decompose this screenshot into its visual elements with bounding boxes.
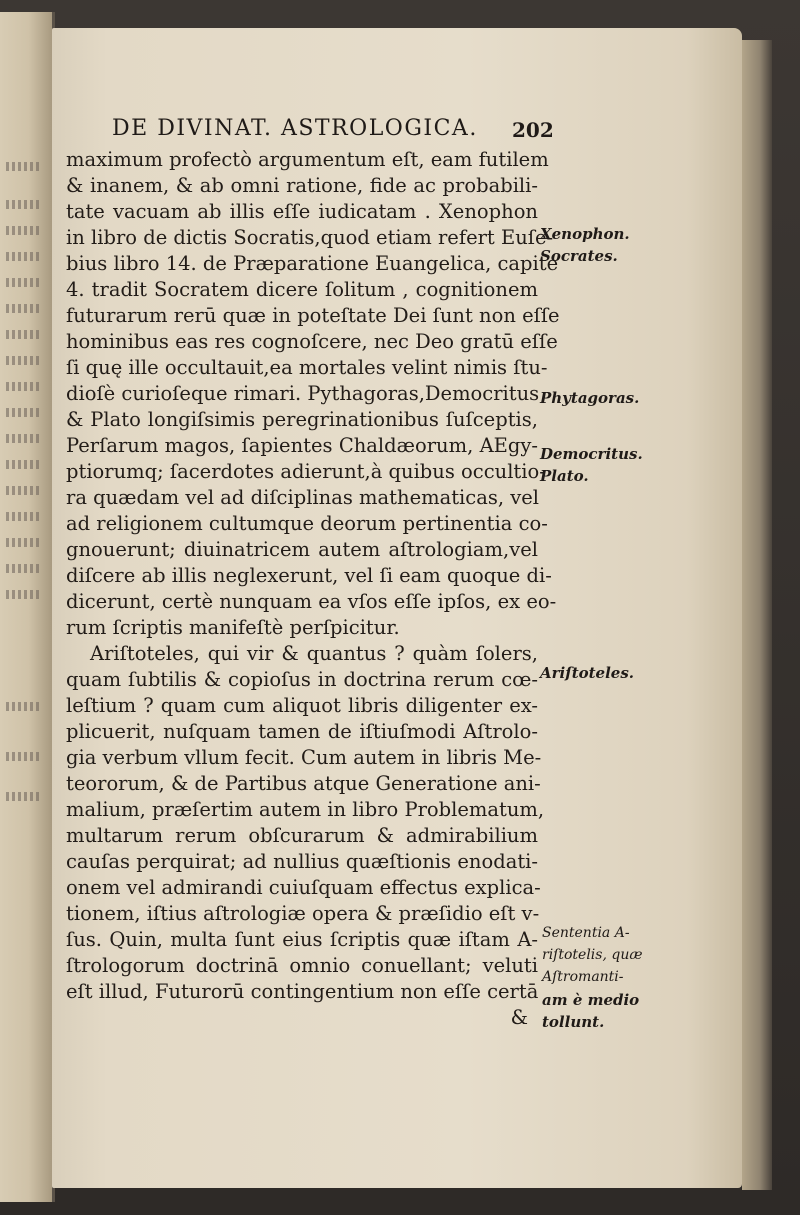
text-line: quam ſubtilis & copioſus in doctrina rerum cœ- [66,668,538,691]
text-line: ſi quę ille occultauit,ea mortales velint nimis ſtu- [66,356,548,379]
text-line: ptiorumq; ſacerdotes adierunt,à quibus occultio- [66,460,546,483]
text-line: gnouerunt; diuinatricem autem aſtrologiam,vel [66,538,538,561]
marginal-note: tollunt. [542,1013,605,1031]
marginal-note: Xenophon. [540,225,630,243]
marginal-note: Sententia A- [542,925,630,941]
marginal-note: Plato. [540,467,589,485]
text-line: multarum rerum obſcurarum & admirabilium [66,824,538,847]
marginal-note: Socrates. [540,247,618,265]
text-line: dioſè curioſeque rimari. Pythagoras,Democritus [66,382,540,405]
text-line: tionem, iſtius aſtrologiæ opera & præſidio eſt v- [66,902,540,925]
text-line: ſus. Quin, multa ſunt eius ſcriptis quæ iſtam A- [66,928,538,951]
text-line: gia verbum vllum fecit. Cum autem in libris Me- [66,746,542,769]
marginal-note: riſtotelis, quæ [542,947,643,963]
text-line: rum ſcriptis manifeſtè perſpicitur. [66,616,400,639]
text-line: Perſarum magos, ſapientes Chaldæorum, AEgy- [66,434,538,457]
text-line: dicerunt, certè nunquam ea vſos eſſe ipſos, ex eo- [66,590,557,613]
text-line: futurarum rerū quæ in poteſtate Dei ſunt non eſſe [66,304,560,327]
text-line: ſtrologorum doctrinā omnio conuellant; veluti [66,954,538,977]
text-line: in libro de dictis Socratis,quod etiam refert Euſe- [66,226,554,249]
previous-page-edge [0,12,55,1202]
text-line: maximum profectò argumentum eſt, eam futilem [66,148,549,171]
text-line: Ariſtoteles, qui vir & quantus ? quàm ſolers, [90,642,538,665]
text-line: & Plato longiſsimis peregrinationibus ſuſceptis, [66,408,538,431]
text-line: 4. tradit Socratem dicere ſolitum , cognitionem [66,278,538,301]
text-line: bius libro 14. de Præparatione Euangelica, capite [66,252,559,275]
marginal-note: Democritus. [540,445,643,463]
marginal-note: Aſtromanti- [542,969,624,985]
text-line: hominibus eas res cognoſcere, nec Deo gratū eſſe [66,330,558,353]
text-line: teororum, & de Partibus atque Generatione ani- [66,772,541,795]
text-line: ad religionem cultumque deorum pertinentia co- [66,512,548,535]
text-line: eſt illud, Futurorū contingentium non eſſe certā [66,980,539,1003]
text-line: ra quædam vel ad diſciplinas mathematicas, vel [66,486,540,509]
text-line: diſcere ab illis neglexerunt, vel ſi eam quoque di- [66,564,552,587]
text-line: malium, præſertim autem in libro Problematum, [66,798,545,821]
marginal-note: Phytagoras. [540,389,640,407]
text-line: cauſas perquirat; ad nullius quæſtionis enodati- [66,850,538,873]
marginal-note: Ariſtoteles. [540,664,635,682]
marginal-note: am è medio [542,991,640,1009]
text-line: & inanem, & ab omni ratione, fide ac probabili- [66,174,538,197]
page-fore-edge [742,40,772,1190]
catchword: & [510,1006,528,1029]
text-line: plicuerit, nuſquam tamen de iſtiuſmodi Aſtrolo- [66,720,538,743]
text-line: tate vacuam ab illis eſſe iudicatam . Xenophon [66,200,538,223]
running-head-title: DE DIVINAT. ASTROLOGICA. [112,116,478,141]
text-line: leſtium ? quam cum aliquot libris diligenter ex- [66,694,538,717]
page-number: 202 [512,118,554,142]
text-line: onem vel admirandi cuiuſquam effectus explica- [66,876,541,899]
